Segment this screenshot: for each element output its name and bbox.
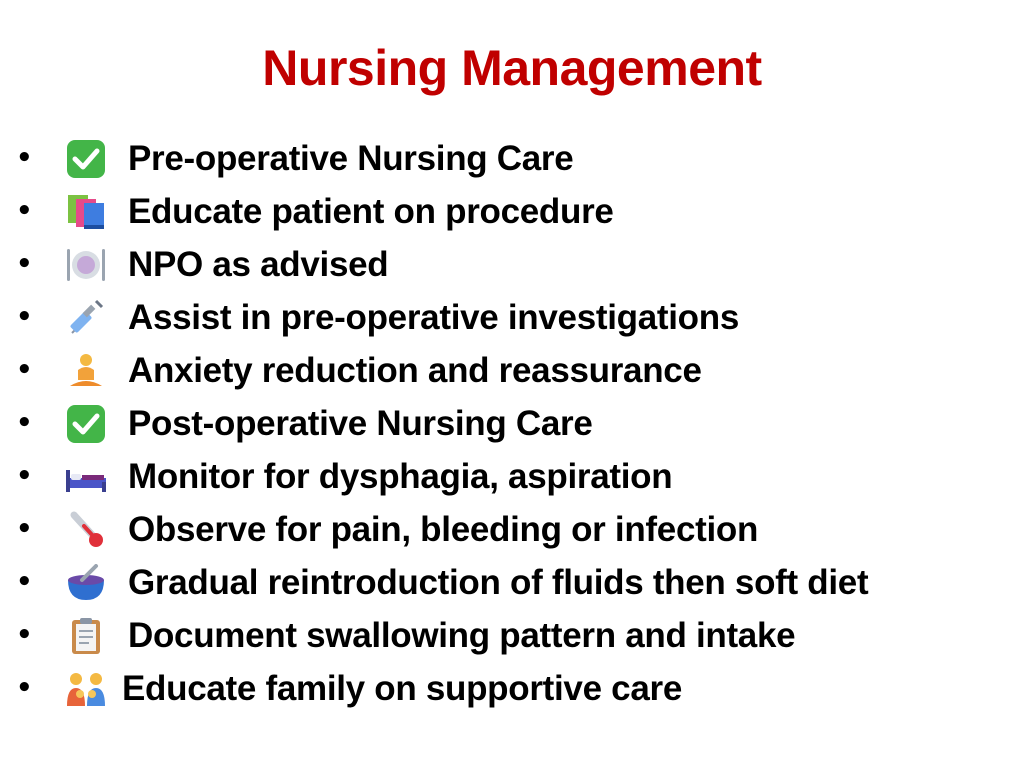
family-icon: [64, 670, 108, 708]
list-item: [0, 556, 1024, 609]
list-item: [0, 397, 1024, 450]
bullet: •: [16, 514, 33, 544]
item-label: Document swallowing pattern and intake: [128, 616, 796, 655]
item-label: Gradual reintroduction of fluids then soft diet: [128, 563, 869, 602]
plate-icon: [64, 246, 108, 284]
bullet: •: [16, 355, 33, 385]
check-mark-icon: [64, 140, 108, 178]
item-label: Monitor for dysphagia, aspiration: [128, 457, 673, 496]
bullet: •: [16, 143, 33, 173]
syringe-icon: [64, 299, 108, 337]
meditation-icon: [64, 352, 108, 390]
books-icon: [64, 193, 108, 231]
list-item: [0, 609, 1024, 662]
slide-title: Nursing Management: [262, 40, 762, 96]
list-item: [0, 238, 1024, 291]
item-label: Pre-operative Nursing Care: [128, 139, 574, 178]
thermometer-icon: [64, 511, 108, 549]
list-item: [0, 344, 1024, 397]
bullet: •: [16, 673, 33, 703]
list-item: [0, 503, 1024, 556]
bowl-icon: [64, 564, 108, 602]
clipboard-icon: [64, 617, 108, 655]
bullet: •: [16, 408, 33, 438]
item-label: NPO as advised: [128, 245, 389, 284]
bullet-list: [0, 132, 1024, 715]
list-item: [0, 450, 1024, 503]
check-mark-icon: [64, 405, 108, 443]
item-label: Post-operative Nursing Care: [128, 404, 593, 443]
bullet: •: [16, 461, 33, 491]
bullet: •: [16, 567, 33, 597]
bullet: •: [16, 620, 33, 650]
item-label: Educate patient on procedure: [128, 192, 614, 231]
item-label: Observe for pain, bleeding or infection: [128, 510, 759, 549]
list-item: [0, 662, 1024, 715]
bullet: •: [16, 302, 33, 332]
bed-icon: [64, 458, 108, 496]
list-item: [0, 132, 1024, 185]
item-label: Educate family on supportive care: [122, 669, 682, 708]
list-item: [0, 291, 1024, 344]
item-label: Anxiety reduction and reassurance: [128, 351, 702, 390]
item-label: Assist in pre-operative investigations: [128, 298, 739, 337]
list-item: [0, 185, 1024, 238]
bullet: •: [16, 249, 33, 279]
bullet: •: [16, 196, 33, 226]
